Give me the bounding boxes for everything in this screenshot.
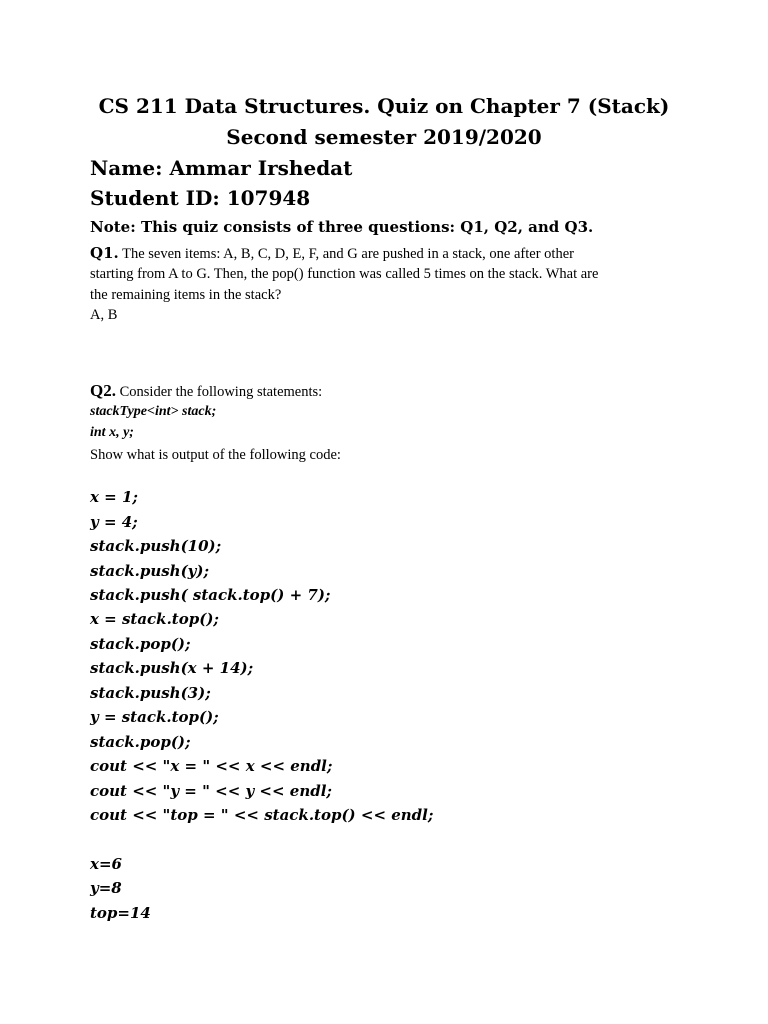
quiz-note: Note: This quiz consists of three questions: Q1, Q2, and Q3. [90,218,594,236]
code-line: cout << "x = " << x << endl; [90,757,333,775]
q2-decl-2: int x, y; [90,425,134,440]
code-line: stack.push(10); [90,537,222,555]
code-line: stack.pop(); [90,733,191,751]
q1-line-1 [90,243,574,266]
q2-label: Q2. [90,381,116,400]
code-line: y = 4; [90,513,138,531]
q2-intro: Consider the following statements: [119,384,323,400]
q2-prompt: Show what is output of the following code: [90,447,341,463]
q1-line-2: starting from A to G. Then, the pop() function was called 5 times on the stack. What are [90,266,599,282]
code-line: x = stack.top(); [90,610,219,628]
code-line: y = stack.top(); [90,708,219,726]
code-line: stack.push(3); [90,684,211,702]
title-line-1: CS 211 Data Structures. Quiz on Chapter 7 (Stack) [98,94,670,118]
q1-line-3: the remaining items in the stack? [90,287,282,303]
answer-line: x=6 [90,855,122,873]
code-line: stack.push(x + 14); [90,659,254,677]
q1-label: Q1. [90,244,119,262]
code-line: stack.push(y); [90,562,210,580]
answer-line: y=8 [90,879,122,897]
q2-line-intro [90,380,322,404]
code-line: stack.pop(); [90,635,191,653]
q1-answer: A, B [90,307,118,323]
title-line-2: Second semester 2019/2020 [226,125,542,149]
q1-text-1: The seven items: A, B, C, D, E, F, and G are pushed in a stack, one after other [122,246,574,262]
q2-decl-1: stackType<int> stack; [90,404,217,419]
answer-line: top=14 [90,904,151,922]
code-line: stack.push( stack.top() + 7); [90,586,331,604]
code-line: cout << "top = " << stack.top() << endl; [90,806,434,824]
student-id: Student ID: 107948 [90,186,311,210]
code-line: cout << "y = " << y << endl; [90,782,332,800]
student-name: Name: Ammar Irshedat [90,156,353,180]
code-line: x = 1; [90,488,138,506]
